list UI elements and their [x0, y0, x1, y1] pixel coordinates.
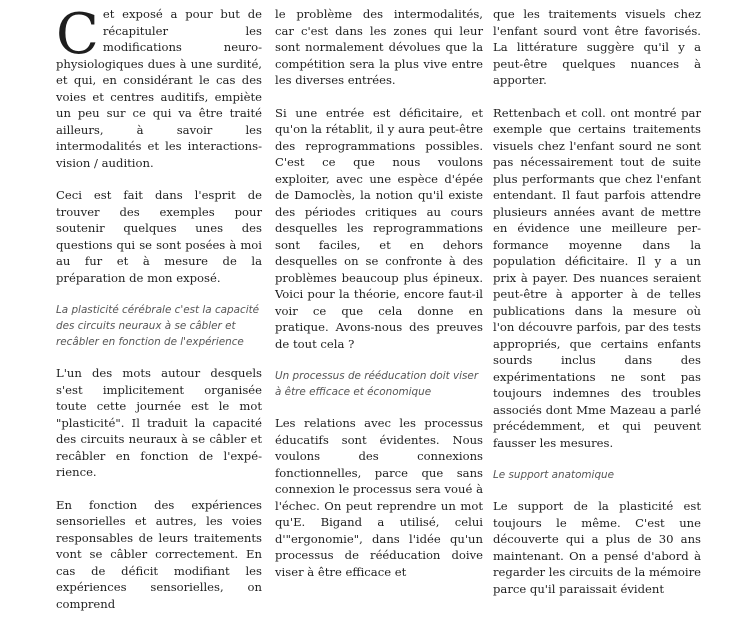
section-heading-plasticity: La plasticité cérébrale c'est la capacité des circuits neuraux à se câbler et recâbler en fonction de l'expérience — [56, 304, 260, 348]
paragraph-plasticity: L'un des mots autour desquels s'est implicitement organisée toute cette journée est le mot "plasticité". Il traduit la capacité des circuits neuraux à se câbler et recâbler en fonction de l'expérience. — [56, 366, 262, 479]
drop-cap-letter: C — [56, 2, 99, 67]
paragraph-rettenbach: Rettenbach et coll. ont montré par exemple que certains traitements visuels chez l'enfant sourd ne sont pas nécessairement tout de suite plus performants que chez l'enfant entendant. Il faut parfois attendre plusieurs années avant de mettre en évidence une meilleure performance moyenne dans la population déficitaire. Il y a un prix à payer. Des nuances seraient peut-être à apporter à de telles publications dans la mesure où l'on découvre parfois, par des tests appropriés, que certains enfants sourds inclus dans des expérimentations ne sont pas toujours indemnes des troubles associés dont Mme Mazeau a parlé précédemment, et qui peuvent fausser les mesures. — [493, 105, 701, 450]
paragraph-visual-processing: que les traitements visuels chez l'enfant sourd vont être favorisés. La littérature suggère qu'il y a peut-être quelques nuances à apporter. — [493, 7, 701, 87]
paragraph-anatomical-support: Le support de la plasticité est toujours le même. C'est une découverte qui a plus de 30 ans maintenant. On a pensé d'abord à regarder les circuits de la mémoire parce qu'il paraissait évident — [493, 499, 701, 596]
paragraph-critical-periods: Si une entrée est déficitaire, et qu'on la rétablit, il y aura peut-être des reprogrammations possibles. C'est ce que nous voulons exploiter, avec une espèce d'épée de Damoclès, la notion qu'il existe des périodes critiques au cours desquelles les reprogrammations sont faciles, et en dehors desquelles on se confronte à des problèmes beaucoup plus épineux. Voici pour la théorie, encore faut-il voir ce que cela donne en pratique. Avons-nous des preuves de tout cela ? — [275, 105, 483, 351]
paragraph-sensory-experience: En fonction des expériences sensorielles et autres, les voies responsables de leurs traitements vont se câbler correctement. En cas de déficit modifiant les expériences sensorielles, on comprend — [56, 497, 262, 611]
text-column-2 — [275, 6, 483, 596]
section-heading-anatomy: Le support anatomique — [493, 469, 615, 481]
paragraph-purpose: Ceci est fait dans l'esprit de trouver des exemples pour soutenir quelques unes des questions qui se sont posées à moi au fur et à mesure de la préparation de mon exposé. — [56, 188, 262, 285]
section-heading-reeducation: Un processus de rééducation doit viser à être efficace et économique — [275, 370, 479, 398]
intro-paragraph-text: et exposé a pour but de récapituler les modifications neurophysiologiques dues à une surdité, et qui, en considérant le cas des voies et centres auditifs, empiète un peu sur ce qui va être traité ailleurs, à savoir les intermodalités et les interactionsvision / audition. — [56, 7, 262, 170]
text-column-3 — [493, 6, 701, 613]
paragraph-educational-relations: Les relations avec les processus éducatifs sont évidentes. Nous voulons des connexions fonctionnelles, parce que sans connexion le processus sera voué à l'échec. On peut reprendre un mot qu'E. Bigand a utilisé, celui d'"ergonomie", dans l'idée qu'un processus de rééducation doive viser à être efficace et — [275, 416, 483, 579]
paragraph-intermodalities: le problème des intermodalités, car c'est dans les zones qui leur sont normalement dévolues que la compétition sera la plus vive entre les diverses entrées. — [275, 7, 483, 87]
intro-paragraph — [56, 2, 262, 171]
text-column-1 — [56, 2, 262, 628]
